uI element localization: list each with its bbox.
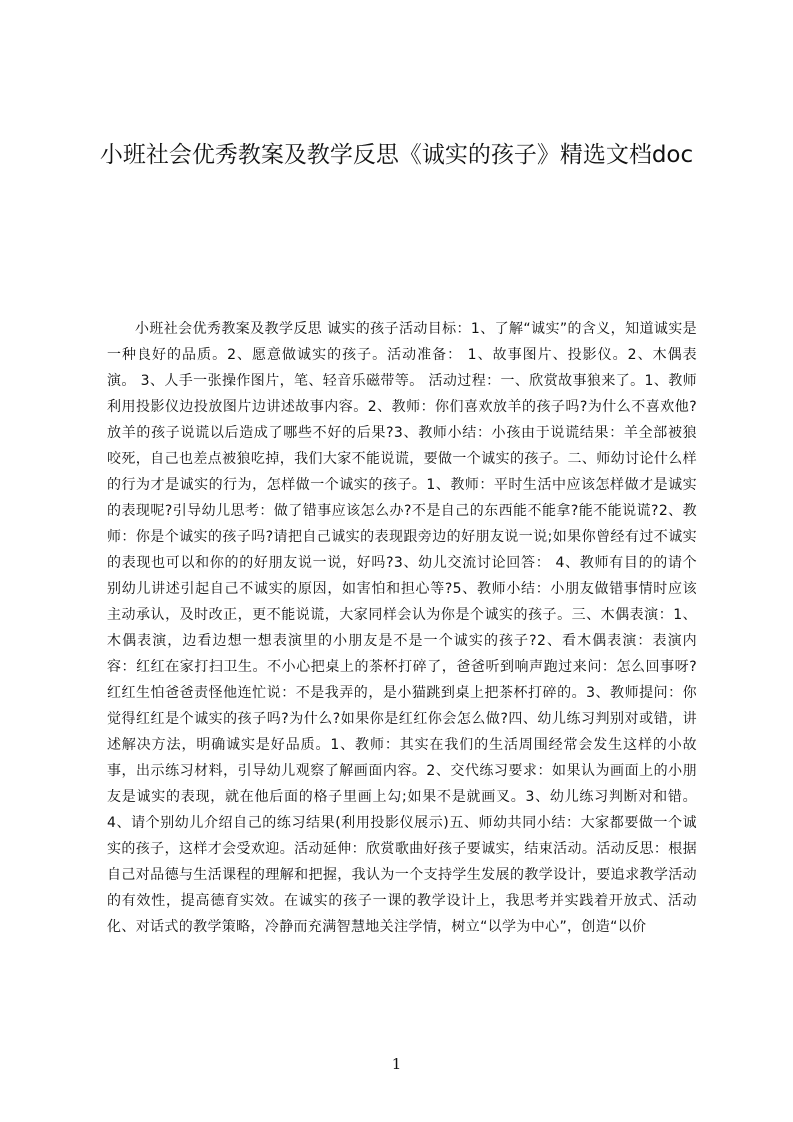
document-body (107, 316, 697, 1036)
document-title: 小班社会优秀教案及教学反思《诚实的孩子》精选文档doc (99, 142, 694, 168)
page-number: 1 (391, 1055, 402, 1073)
body-paragraph: 小班社会优秀教案及教学反思 诚实的孩子活动目标：1、了解“诚实”的含义，知道诚实是一种良好的品质。2、愿意做诚实的孩子。活动准备： 1、故事图片、投影仪。2、木偶表演。 3、人手一张操作图片，笔、轻音乐磁带等。 活动过程：一、欣赏故事狼来了。1、教师利用投影仪边投放图片边讲述故事内容。2、教师：你们喜欢放羊的孩子吗?为什么不喜欢他?放羊的孩子说谎以后造成了哪些不好的后果?3、教师小结：小孩由于说谎结果：羊全部被狼咬死，自己也差点被狼吃掉，我们大家不能说谎，要做一个诚实的孩子。二、师幼讨论什么样的行为才是诚实的行为，怎样做一个诚实的孩子。1、教师：平时生活中应该怎样做才是诚实的表现呢?引导幼儿思考：做了错事应该怎么办?不是自己的东西能不能拿?能不能说谎?2、教师：你是个诚实的孩子吗?请把自己诚实的表现跟旁边的好朋友说一说;如果你曾经有过不诚实的表现也可以和你的的好朋友说一说，好吗?3、幼儿交流讨论回答： 4、教师有目的的请个别幼儿讲述引起自己不诚实的原因，如害怕和担心等?5、教师小结：小朋友做错事情时应该主动承认，及时改正，更不能说谎，大家同样会认为你是个诚实的孩子。三、木偶表演：1、木偶表演，边看边想一想表演里的小朋友是不是一个诚实的孩子?2、看木偶表演：表演内容：红红在家打扫卫生。不小心把桌上的茶杯打碎了，爸爸听到响声跑过来问：怎么回事呀?红红生怕爸爸责怪他连忙说：不是我弄的，是小猫跳到桌上把茶杯打碎的。3、教师提问：你觉得红红是个诚实的孩子吗?为什么?如果你是红红你会怎么做?四、幼儿练习判别对或错，讲述解决方法，明确诚实是好品质。1、教师：其实在我们的生活周围经常会发生这样的小故事，出示练习材料，引导幼儿观察了解画面内容。2、交代练习要求：如果认为画面上的小朋友是诚实的表现，就在他后面的格子里画上勾;如果不是就画叉。3、幼儿练习判断对和错。4、请个别幼儿介绍自己的练习结果(利用投影仪展示)五、师幼共同小结：大家都要做一个诚实的孩子，这样才会受欢迎。活动延伸：欣赏歌曲好孩子要诚实，结束活动。活动反思：根据自己对品德与生活课程的理解和把握，我认为一个支持学生发展的教学设计，要追求教学活动的有效性，提高德育实效。在诚实的孩子一课的教学设计上，我思考并实践着开放式、活动化、对话式的教学策略，冷静而充满智慧地关注学情，树立“以学为中心”，创造“以价 (107, 321, 697, 935)
